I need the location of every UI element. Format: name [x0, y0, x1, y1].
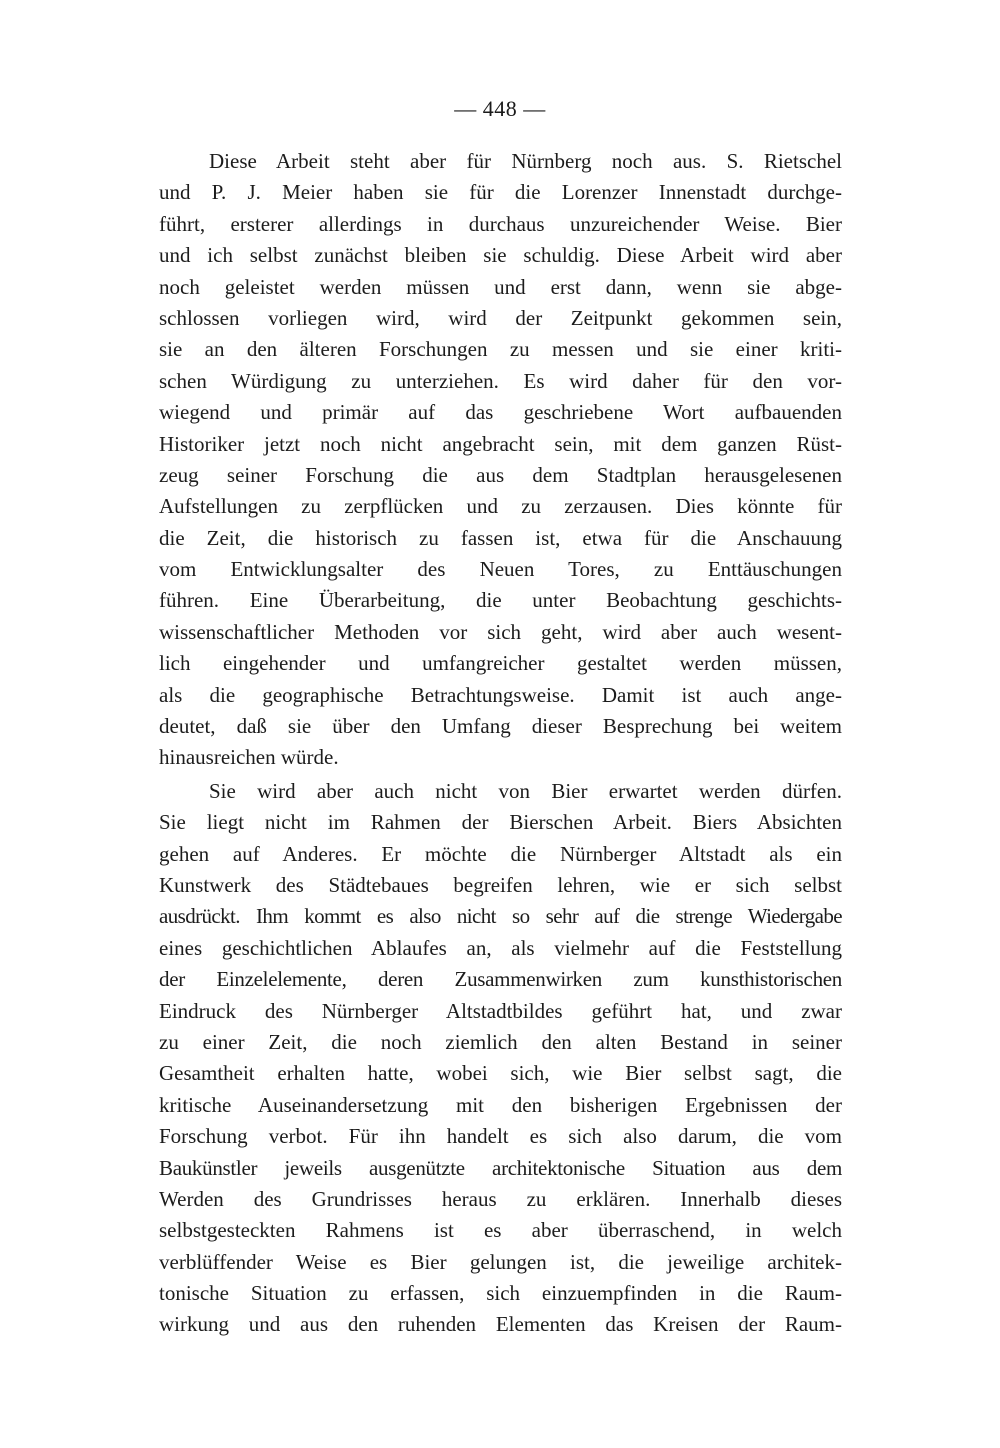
text-line: wirkung und aus den ruhenden Elementen das Kreisen der Raum- — [159, 1312, 842, 1337]
text-line: die Zeit, die historisch zu fassen ist, etwa für die Anschauung — [159, 525, 842, 550]
text-line: sie an den älteren Forschungen zu messen und sie einer kriti- — [159, 337, 842, 362]
text-line: ausdrückt. Ihm kommt es also nicht so sehr auf die strenge Wiedergabe — [159, 904, 842, 929]
text-line: und P. J. Meier haben sie für die Lorenzer Innenstadt durchge- — [159, 180, 842, 205]
text-line: selbstgesteckten Rahmens ist es aber überraschend, in welch — [159, 1218, 842, 1243]
paragraph-2 — [159, 776, 842, 1341]
paragraph-1 — [159, 146, 842, 774]
text-line: vom Entwicklungsalter des Neuen Tores, zu Enttäuschungen — [159, 557, 842, 582]
text-line: wiegend und primär auf das geschriebene Wort aufbauenden — [159, 400, 842, 425]
text-line: noch geleistet werden müssen und erst dann, wenn sie abge- — [159, 274, 842, 299]
text-line: wissenschaftlicher Methoden vor sich geht, wird aber auch wesent- — [159, 619, 842, 644]
page-number: — 448 — — [454, 96, 546, 121]
text-line: tonische Situation zu erfassen, sich einzuempfinden in die Raum- — [159, 1281, 842, 1306]
text-line: führt, ersterer allerdings in durchaus unzureichender Weise. Bier — [159, 211, 842, 236]
text-line: als die geographische Betrachtungsweise. Damit ist auch ange- — [159, 682, 842, 707]
body-text — [159, 146, 842, 1341]
text-line: Forschung verbot. Für ihn handelt es sich also darum, die vom — [159, 1124, 842, 1149]
text-line: verblüffender Weise es Bier gelungen ist, die jeweilige architek- — [159, 1249, 842, 1274]
text-line: Baukünstler jeweils ausgenützte architektonische Situation aus dem — [159, 1155, 842, 1180]
text-line: lich eingehender und umfangreicher gestaltet werden müssen, — [159, 651, 842, 676]
text-line: Historiker jetzt noch nicht angebracht sein, mit dem ganzen Rüst- — [159, 431, 842, 456]
text-line: Aufstellungen zu zerpflücken und zu zerzausen. Dies könnte für — [159, 494, 842, 519]
text-line: schen Würdigung zu unterziehen. Es wird daher für den vor- — [159, 368, 842, 393]
text-line: Eindruck des Nürnberger Altstadtbildes geführt hat, und zwar — [159, 998, 842, 1023]
text-line: führen. Eine Überarbeitung, die unter Beobachtung geschichts- — [159, 588, 842, 613]
text-line: und ich selbst zunächst bleiben sie schuldig. Diese Arbeit wird aber — [159, 243, 842, 268]
text-line: Kunstwerk des Städtebaues begreifen lehren, wie er sich selbst — [159, 872, 842, 897]
text-line: eines geschichtlichen Ablaufes an, als vielmehr auf die Feststellung — [159, 935, 842, 960]
text-line: Werden des Grundrisses heraus zu erklären. Innerhalb dieses — [159, 1186, 842, 1211]
text-line: Sie liegt nicht im Rahmen der Bierschen Arbeit. Biers Absichten — [159, 810, 842, 835]
text-line: deutet, daß sie über den Umfang dieser Besprechung bei weitem — [159, 714, 842, 739]
text-line: Diese Arbeit steht aber für Nürnberg noch aus. S. Rietschel — [209, 149, 842, 173]
text-line: hinausreichen würde. — [159, 745, 339, 770]
text-line: schlossen vorliegen wird, wird der Zeitpunkt gekommen sein, — [159, 305, 842, 330]
text-line: kritische Auseinandersetzung mit den bisherigen Ergebnissen der — [159, 1092, 842, 1117]
text-line: gehen auf Anderes. Er möchte die Nürnberger Altstadt als ein — [159, 841, 842, 866]
text-line: zu einer Zeit, die noch ziemlich den alten Bestand in seiner — [159, 1029, 842, 1054]
text-line: zeug seiner Forschung die aus dem Stadtplan herausgelesenen — [159, 462, 842, 487]
text-line: Sie wird aber auch nicht von Bier erwartet werden dürfen. — [209, 778, 842, 803]
text-line: der Einzelelemente, deren Zusammenwirken zum kunsthistorischen — [159, 967, 842, 992]
text-line: Gesamtheit erhalten hatte, wobei sich, wie Bier selbst sagt, die — [159, 1061, 842, 1086]
